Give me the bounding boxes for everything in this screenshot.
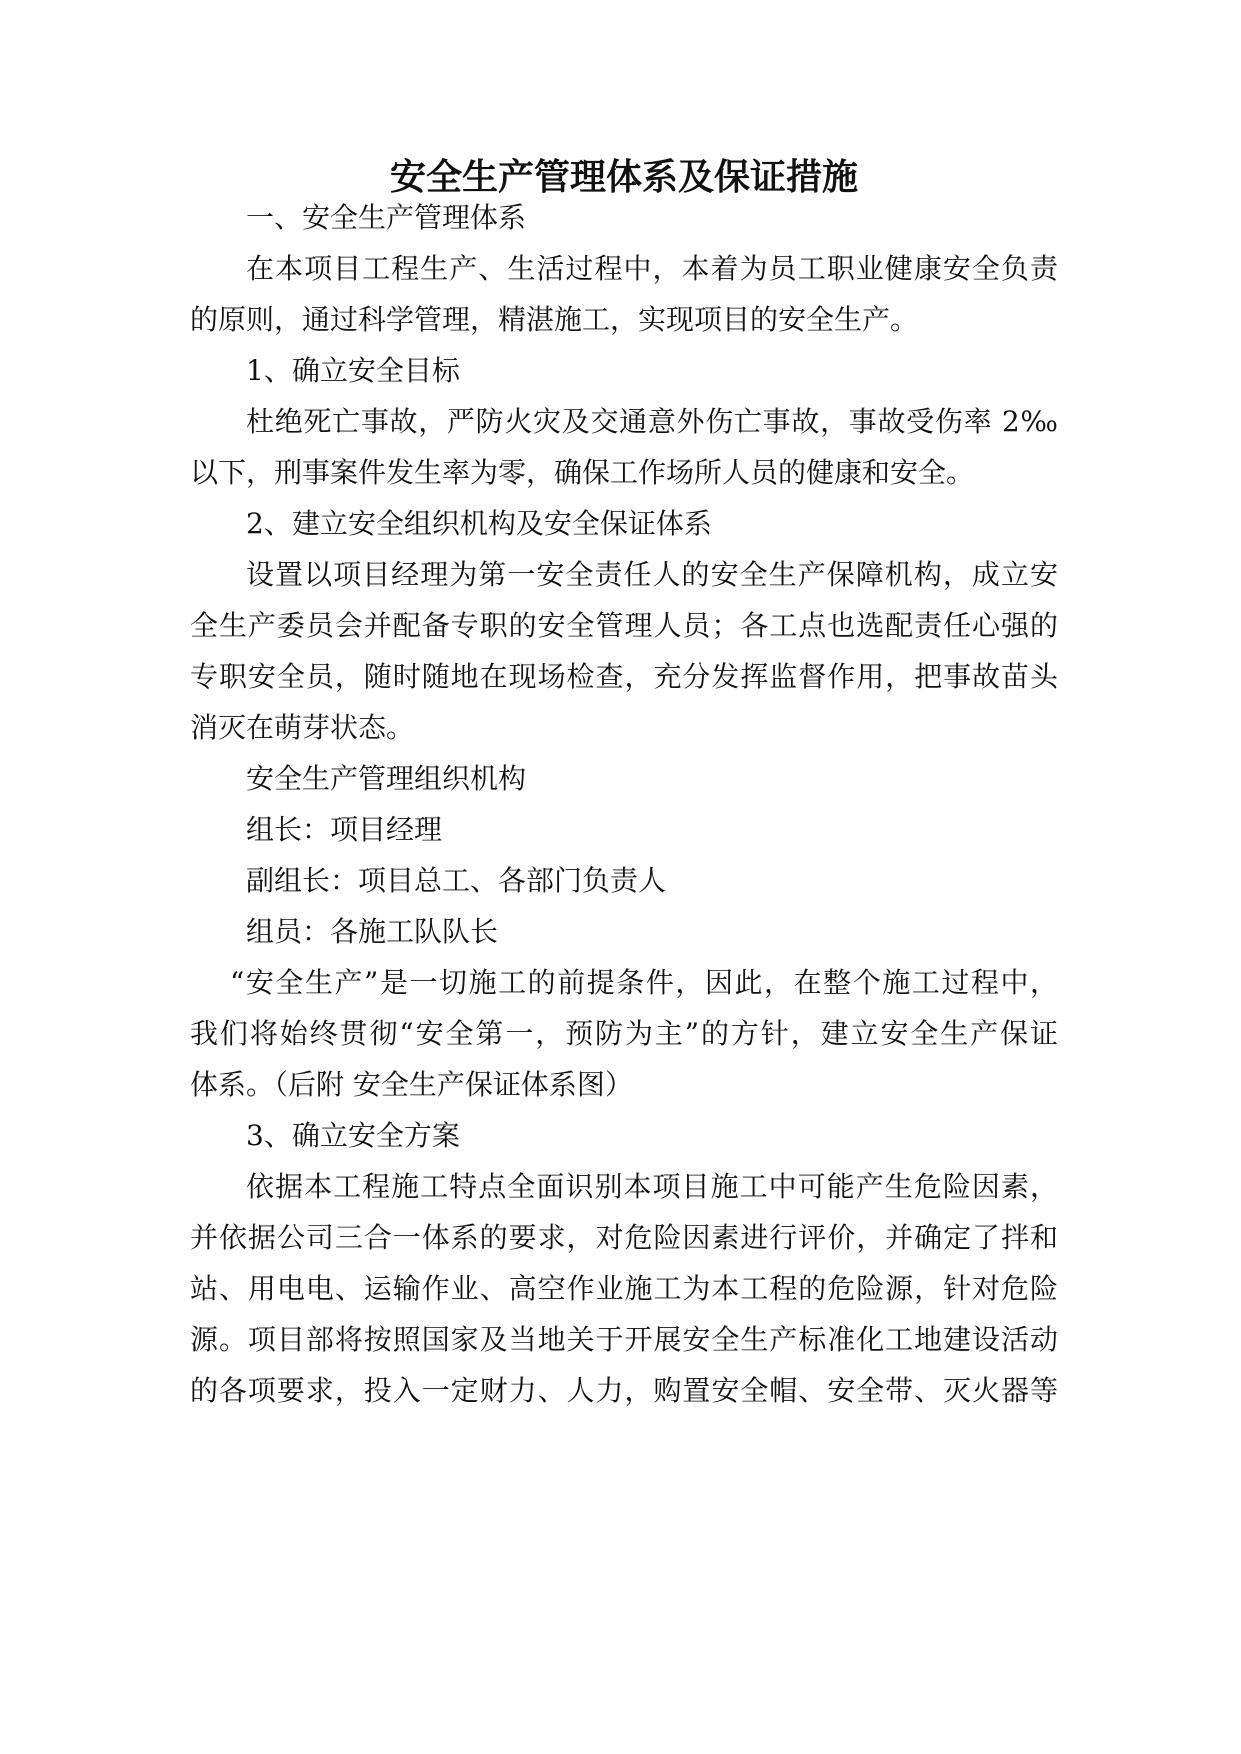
paragraph-goals-line-1: 杜绝死亡事故，严防火灾及交通意外伤亡事故，事故受伤率 2‰ — [246, 405, 1058, 438]
paragraph-plan-line-1: 依据本工程施工特点全面识别本项目施工中可能产生危险因素， — [246, 1170, 1058, 1203]
paragraph-safety-first-line-1: “安全生产”是一切施工的前提条件，因此，在整个施工过程中， — [230, 966, 1058, 999]
paragraph-intro-line-1: 在本项目工程生产、生活过程中，本着为员工职业健康安全负责 — [246, 252, 1058, 285]
paragraph-organization-line-4: 消灭在萌芽状态。 — [190, 711, 415, 744]
paragraph-organization-line-3: 专职安全员，随时随地在现场检查，充分发挥监督作用，把事故苗头 — [190, 660, 1058, 693]
paragraph-safety-first-line-3: 体系。（后附 安全生产保证体系图） — [190, 1068, 633, 1101]
org-members: 组员：各施工队队长 — [246, 915, 499, 948]
paragraph-safety-first-line-2: 我们将始终贯彻“安全第一，预防为主”的方针，建立安全生产保证 — [190, 1017, 1058, 1050]
document-title: 安全生产管理体系及保证措施 — [389, 156, 858, 198]
org-structure-heading: 安全生产管理组织机构 — [246, 762, 527, 795]
paragraph-plan-line-4: 源。项目部将按照国家及当地关于开展安全生产标准化工地建设活动 — [190, 1323, 1058, 1356]
org-deputy-leader: 副组长：项目总工、各部门负责人 — [246, 864, 667, 897]
paragraph-plan-line-5: 的各项要求，投入一定财力、人力，购置安全帽、安全带、灭火器等 — [190, 1374, 1058, 1407]
paragraph-plan-line-2: 并依据公司三合一体系的要求，对危险因素进行评价，并确定了拌和 — [190, 1221, 1058, 1254]
paragraph-intro-line-2: 的原则，通过科学管理，精湛施工，实现项目的安全生产。 — [190, 303, 919, 336]
paragraph-goals-line-2: 以下，刑事案件发生率为零，确保工作场所人员的健康和安全。 — [190, 456, 975, 489]
document-page — [190, 0, 1058, 1754]
heading-safety-plan: 3、确立安全方案 — [246, 1119, 460, 1152]
paragraph-organization-line-2: 全生产委员会并配备专职的安全管理人员；各工点也选配责任心强的 — [190, 609, 1058, 642]
paragraph-organization-line-1: 设置以项目经理为第一安全责任人的安全生产保障机构，成立安 — [246, 558, 1058, 591]
heading-safety-organization: 2、建立安全组织机构及安全保证体系 — [246, 507, 712, 540]
heading-safety-management-system: 一、安全生产管理体系 — [246, 201, 527, 234]
heading-safety-goals: 1、确立安全目标 — [246, 354, 460, 387]
org-leader: 组长：项目经理 — [246, 813, 443, 846]
paragraph-plan-line-3: 站、用电电、运输作业、高空作业施工为本工程的危险源，针对危险 — [190, 1272, 1058, 1305]
